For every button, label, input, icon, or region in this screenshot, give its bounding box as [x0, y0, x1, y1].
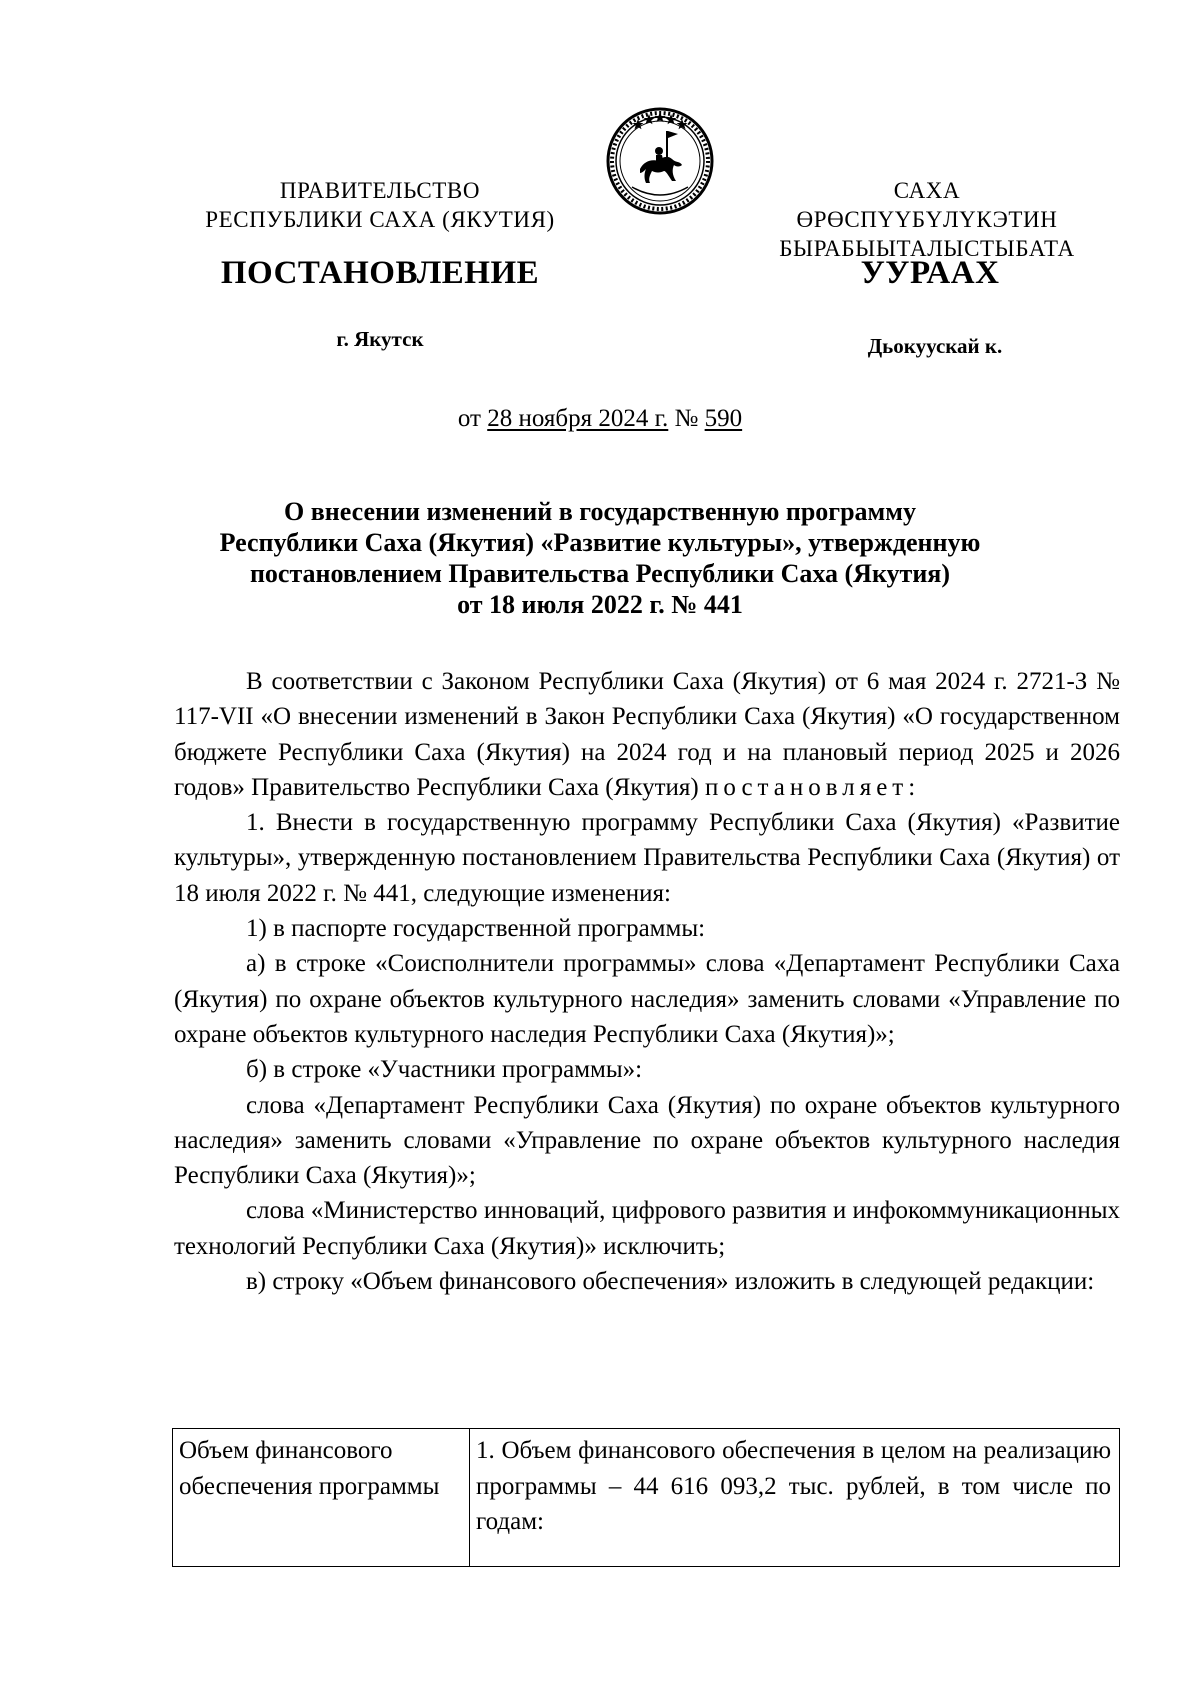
date-line: [300, 405, 900, 433]
preamble-resolves: постановляет:: [704, 773, 921, 801]
issuer-sah: [762, 176, 1092, 263]
document-date: 28 ноября 2024 г.: [487, 405, 669, 432]
city-ru: г. Якутск: [336, 327, 424, 351]
table-cell-value: [470, 1429, 1120, 1567]
date-prefix: от: [457, 405, 488, 432]
document-number: 590: [704, 405, 743, 432]
issuer-ru-line2: РЕСПУБЛИКИ САХА (ЯКУТИЯ): [205, 207, 555, 232]
table-row: [173, 1429, 1120, 1567]
paragraph-preamble: [174, 664, 1120, 805]
issuer-ru: [190, 176, 570, 234]
paragraph-subitem-v: в) строку «Объем финансового обеспечения» изложить в следующей редакции:: [246, 1268, 1095, 1296]
paragraph-b-words-2: слова «Министерство инноваций, цифрового развития и инфокоммуникационных технологий Республики Саха (Якутия)» исключить;: [174, 1197, 1120, 1260]
financing-table: [172, 1428, 1120, 1567]
issuer-ru-line1: ПРАВИТЕЛЬСТВО: [279, 178, 481, 203]
doctype-sah: УУРААХ: [860, 255, 1000, 291]
preamble-text: В соответствии с Законом Республики Саха (Якутия) от 6 мая 2024 г. 2721-З № 117-VII «О внесении изменений в Закон Республики Саха (Якутия) «О государственном бюджете Республики Саха (Якутия) на 2024 год и на плановый период 2025 и 2026 годов» Правительство Республики Саха (Якутия): [174, 668, 1120, 801]
paragraph-item-1: 1. Внести в государственную программу Республики Саха (Якутия) «Развитие культуры», утвержденную постановлением Правительства Республики Саха (Якутия) от 18 июля 2022 г. № 441, следующие изменения:: [174, 809, 1120, 907]
table-cell-label: Объем финансового обеспечения программы: [173, 1429, 470, 1567]
document-body: [174, 664, 1120, 1299]
city-sah: Дьокуускай к.: [867, 334, 1003, 358]
title-line1: О внесении изменений в государственную программу: [284, 497, 916, 526]
table-cell-value-text: 1. Объем финансового обеспечения в целом на реализацию программы – 44 616 093,2 тыс. рублей, в том числе по годам:: [476, 1437, 1111, 1535]
title-line2: Республики Саха (Якутия) «Развитие культуры», утвержденную: [219, 528, 981, 557]
paragraph-subitem-1: 1) в паспорте государственной программы:: [246, 915, 706, 943]
coat-of-arms-icon: [606, 107, 714, 215]
issuer-sah-line1: САХА ӨРӨСПҮҮБҮЛҮКЭТИН: [796, 178, 1058, 232]
issuer-sah-line2: БЫРАБЫЫТАЛЫСТЫБАТА: [779, 236, 1075, 261]
title-line3: постановлением Правительства Республики Саха (Якутия): [249, 559, 951, 588]
paragraph-subitem-b: б) в строке «Участники программы»:: [246, 1056, 643, 1084]
document-title: [150, 496, 1050, 620]
paragraph-b-words-1: слова «Департамент Республики Саха (Якутия) по охране объектов культурного наследия» заменить словами «Управление по охране объектов культурного наследия Республики Саха (Якутия)»;: [174, 1091, 1120, 1190]
paragraph-subitem-a: а) в строке «Соисполнители программы» слова «Департамент Республики Саха (Якутия) по охране объектов культурного наследия» заменить словами «Управление по охране объектов культурного наследия Республики Саха (Якутия)»;: [174, 950, 1120, 1048]
number-prefix: №: [668, 405, 705, 432]
title-line4: от 18 июля 2022 г. № 441: [457, 590, 743, 619]
doctype-ru: ПОСТАНОВЛЕНИЕ: [220, 255, 540, 291]
